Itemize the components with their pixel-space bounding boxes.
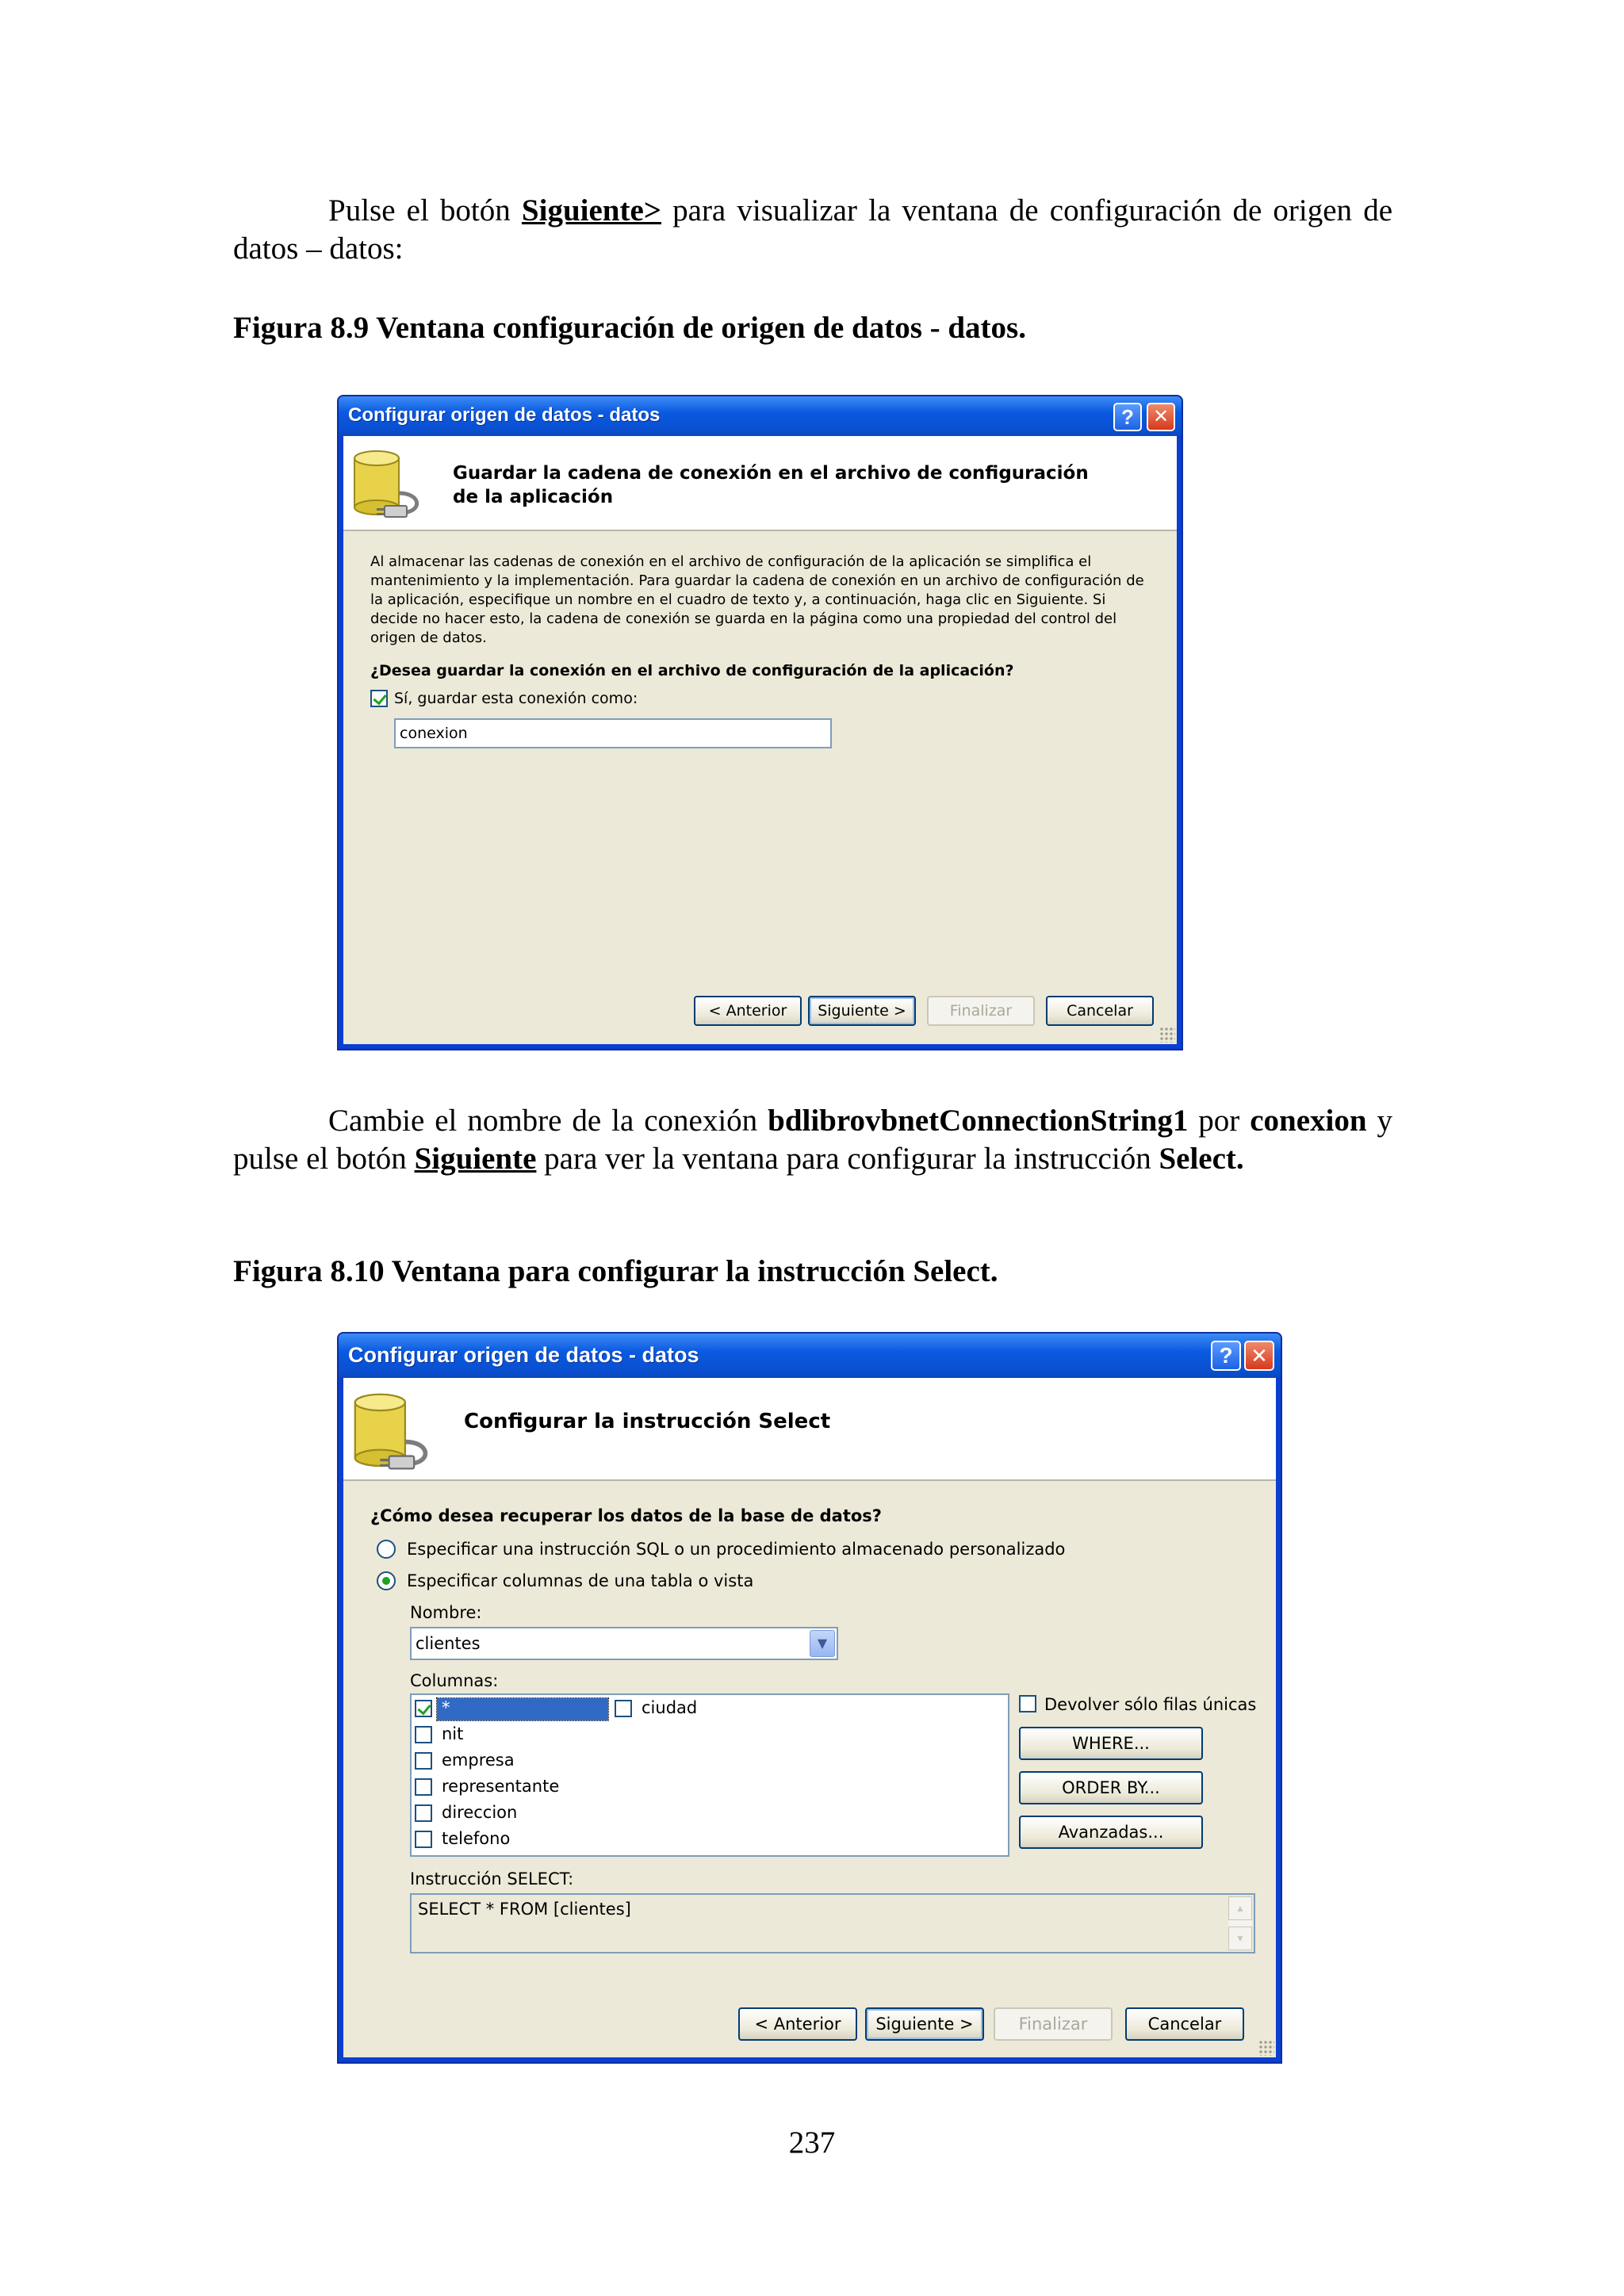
cancel-button[interactable]: Cancelar bbox=[1046, 996, 1154, 1026]
column-label-ciudad: ciudad bbox=[642, 1698, 698, 1717]
close-icon: ✕ bbox=[1152, 406, 1170, 427]
help-icon: ? bbox=[1121, 405, 1134, 429]
finish-button[interactable]: Finalizar bbox=[927, 996, 1035, 1026]
order-by-button[interactable]: ORDER BY... bbox=[1019, 1771, 1203, 1804]
dialog-body bbox=[343, 1378, 1276, 2057]
figure-caption-8-10: Figura 8.10 Ventana para configurar la instrucción Select. bbox=[233, 1254, 998, 1288]
select-statement-text: SELECT * FROM [clientes] bbox=[418, 1900, 631, 1919]
columnas-label: Columnas: bbox=[410, 1671, 499, 1690]
scroll-up-icon[interactable]: ▲ bbox=[1228, 1896, 1252, 1920]
help-icon: ? bbox=[1219, 1343, 1233, 1368]
back-button[interactable]: < Anterior bbox=[694, 996, 802, 1026]
database-plug-icon bbox=[350, 447, 437, 520]
chevron-down-icon[interactable]: ▼ bbox=[810, 1630, 835, 1657]
radio-table-columns[interactable] bbox=[377, 1571, 396, 1590]
where-button[interactable]: WHERE... bbox=[1019, 1727, 1203, 1760]
dialog-body bbox=[343, 436, 1177, 1044]
save-question: ¿Desea guardar la conexión en el archivo de configuración de la aplicación? bbox=[370, 662, 1014, 679]
para2-text-e: y pulse el botón bbox=[233, 1104, 1392, 1176]
columns-list[interactable] bbox=[410, 1693, 1009, 1857]
banner-title: Configurar la instrucción Select bbox=[464, 1410, 831, 1433]
dialog-titlebar bbox=[339, 1334, 1281, 1378]
column-checkbox-telefono[interactable] bbox=[415, 1831, 432, 1848]
page-number: 237 bbox=[788, 2126, 836, 2160]
advanced-button[interactable]: Avanzadas... bbox=[1019, 1816, 1203, 1849]
resize-grip[interactable] bbox=[1159, 1027, 1175, 1043]
dialog-title: Configurar origen de datos - datos bbox=[348, 1343, 699, 1367]
radio-custom-sql[interactable] bbox=[377, 1540, 396, 1559]
para2-bold-select: Select. bbox=[1159, 1142, 1244, 1176]
close-button[interactable] bbox=[1147, 403, 1175, 431]
column-checkbox-direccion[interactable] bbox=[415, 1804, 432, 1822]
back-button[interactable]: < Anterior bbox=[738, 2007, 857, 2041]
dialog-banner bbox=[343, 1378, 1276, 1481]
column-checkbox-ciudad[interactable] bbox=[615, 1700, 632, 1717]
para1-bold-siguiente: Siguiente> bbox=[521, 193, 661, 228]
column-label-telefono: telefono bbox=[442, 1829, 511, 1848]
radio-custom-sql-label: Especificar una instrucción SQL o un procedimiento almacenado personalizado bbox=[407, 1540, 1066, 1559]
unique-rows-checkbox[interactable] bbox=[1019, 1695, 1036, 1712]
column-checkbox-empresa[interactable] bbox=[415, 1752, 432, 1770]
column-label-nit: nit bbox=[442, 1724, 464, 1743]
para2-bold-siguiente: Siguiente bbox=[414, 1142, 537, 1176]
close-button[interactable] bbox=[1244, 1341, 1274, 1371]
dialog-titlebar bbox=[339, 396, 1182, 436]
select-statement-box bbox=[410, 1893, 1255, 1954]
para2-text-a: Cambie el nombre de la conexión bbox=[328, 1104, 768, 1138]
para1-text-a: Pulse el botón bbox=[328, 193, 522, 228]
radio-table-columns-label: Especificar columnas de una tabla o vista bbox=[407, 1571, 754, 1590]
figure-caption-8-9: Figura 8.9 Ventana configuración de origen de datos - datos. bbox=[233, 311, 1026, 345]
save-connection-checkbox[interactable] bbox=[370, 690, 388, 707]
select-statement-label: Instrucción SELECT: bbox=[410, 1869, 574, 1888]
para2-bold-connection-string: bdlibrovbnetConnectionString1 bbox=[768, 1104, 1189, 1138]
para2-text-g: para ver la ventana para configurar la instrucción bbox=[536, 1142, 1159, 1176]
save-connection-label: Sí, guardar esta conexión como: bbox=[394, 690, 638, 707]
dialog-title: Configurar origen de datos - datos bbox=[348, 404, 661, 426]
column-checkbox-nit[interactable] bbox=[415, 1726, 432, 1743]
para2-text-c: por bbox=[1188, 1104, 1251, 1138]
column-item-star-highlight bbox=[437, 1698, 608, 1720]
select-scrollbar[interactable] bbox=[1228, 1896, 1252, 1950]
scroll-down-icon[interactable]: ▼ bbox=[1228, 1927, 1252, 1950]
close-icon: ✕ bbox=[1251, 1344, 1268, 1368]
database-plug-icon bbox=[350, 1389, 448, 1473]
nombre-label: Nombre: bbox=[410, 1603, 482, 1622]
table-name-dropdown[interactable] bbox=[410, 1627, 838, 1660]
column-label-direccion: direccion bbox=[442, 1803, 518, 1822]
resize-grip[interactable] bbox=[1258, 2040, 1274, 2056]
intro-paragraph bbox=[233, 192, 1392, 268]
dialog-configure-select bbox=[337, 1332, 1282, 2064]
para2-bold-conexion: conexion bbox=[1250, 1104, 1367, 1138]
para1-text-c: para visualizar la ventana de configuración de origen de datos – datos: bbox=[233, 193, 1393, 266]
connection-name-input[interactable] bbox=[394, 718, 832, 748]
rename-paragraph bbox=[233, 1102, 1392, 1178]
table-name-value: clientes bbox=[416, 1634, 481, 1653]
column-label-representante: representante bbox=[442, 1777, 560, 1796]
column-label-star: * bbox=[442, 1698, 450, 1717]
column-label-empresa: empresa bbox=[442, 1751, 515, 1770]
retrieve-question: ¿Cómo desea recuperar los datos de la base de datos? bbox=[370, 1506, 882, 1525]
description-text: Al almacenar las cadenas de conexión en el archivo de configuración de la aplicación se simplifica el mantenimiento y la implementación. Para guardar la cadena de conexión en un archivo de configuración de la aplicación, especifique un nombre en el cuadro de texto y, a continuación, haga clic en Siguiente. Si decide no hacer esto, la cadena de conexión se guarda en la página como una propiedad del control del origen de datos. bbox=[370, 553, 1144, 646]
column-checkbox-representante[interactable] bbox=[415, 1778, 432, 1796]
column-checkbox-star[interactable] bbox=[415, 1700, 432, 1717]
unique-rows-label: Devolver sólo filas únicas bbox=[1044, 1695, 1257, 1714]
cancel-button[interactable]: Cancelar bbox=[1125, 2007, 1244, 2041]
dialog-banner bbox=[343, 436, 1177, 531]
next-button[interactable]: Siguiente > bbox=[808, 996, 916, 1026]
dialog-save-connection bbox=[337, 395, 1183, 1050]
help-button[interactable] bbox=[1113, 403, 1142, 431]
next-button[interactable]: Siguiente > bbox=[865, 2007, 984, 2041]
banner-title: Guardar la cadena de conexión en el archivo de configuración de la aplicación bbox=[453, 463, 1089, 507]
help-button[interactable] bbox=[1211, 1341, 1241, 1371]
finish-button[interactable]: Finalizar bbox=[994, 2007, 1113, 2041]
